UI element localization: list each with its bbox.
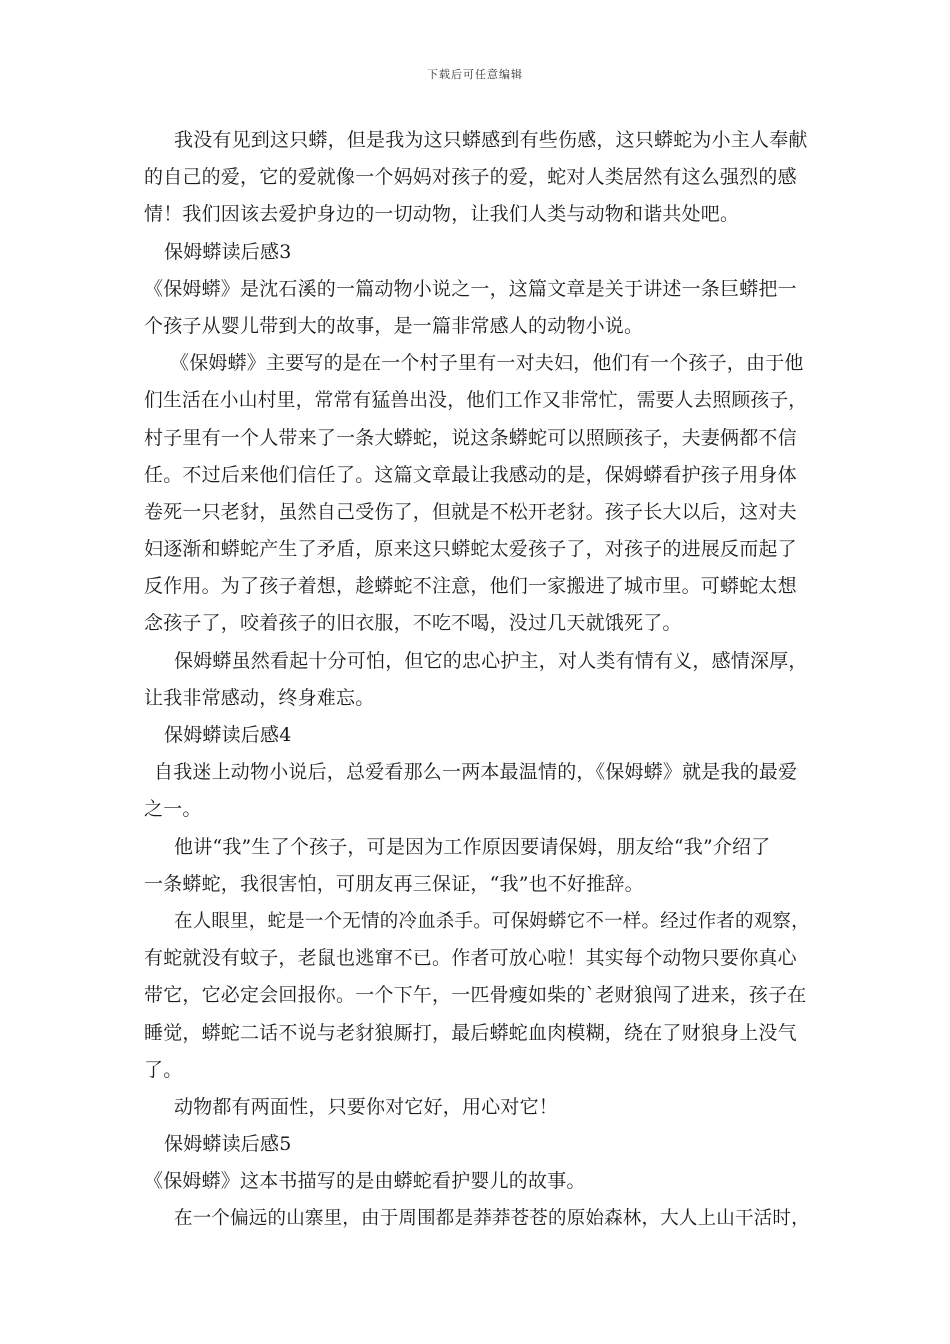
- text-line: 了。: [144, 1058, 183, 1081]
- text-line: 保姆蟒读后感3: [164, 240, 292, 263]
- text-line: 个孩子从婴儿带到大的故事，是一篇非常感人的动物小说。: [144, 314, 644, 337]
- text-line: 我没有见到这只蟒，但是我为这只蟒感到有些伤感，这只蟒蛇为小主人奉献: [174, 129, 808, 151]
- text-line: 他讲“我”生了个孩子，可是因为工作原因要请保姆，朋友给“我”介绍了: [174, 835, 771, 858]
- text-line: 一条蟒蛇，我很害怕，可朋友再三保证，“我”也不好推辞。: [144, 872, 644, 895]
- text-line: 村子里有一个人带来了一条大蟒蛇，说这条蟒蛇可以照顾孩子，夫妻俩都不信: [144, 426, 797, 449]
- text-line: 念孩子了，咬着孩子的旧衣服，不吃不喝，没过几天就饿死了。: [144, 612, 682, 635]
- text-line: 任。不过后来他们信任了。这篇文章最让我感动的是，保姆蟒看护孩子用身体: [144, 463, 797, 486]
- text-line: 《保姆蟒》是沈石溪的一篇动物小说之一，这篇文章是关于讲述一条巨蟒把一: [144, 277, 797, 300]
- text-line: 在一个偏远的山寨里，由于周围都是莽莽苍苍的原始森林，大人上山干活时，: [174, 1208, 810, 1230]
- text-line: 卷死一只老豺，虽然自己受伤了，但就是不松开老豺。孩子长大以后，这对夫: [144, 500, 797, 523]
- text-line: 睡觉，蟒蛇二话不说与老豺狼厮打，最后蟒蛇血肉模糊，绕在了财狼身上没气: [144, 1021, 797, 1044]
- text-line: 反作用。为了孩子着想，趁蟒蛇不注意，他们一家搬进了城市里。可蟒蛇太想: [144, 575, 797, 598]
- document-body: [144, 122, 812, 1238]
- text-line: 在人眼里，蛇是一个无情的冷血杀手。可保姆蟒它不一样。经过作者的观察，: [174, 910, 810, 932]
- page-header: 下载后可任意编辑: [427, 68, 523, 81]
- text-line: 的自己的爱，它的爱就像一个妈妈对孩子的爱，蛇对人类居然有这么强烈的感: [144, 166, 797, 189]
- text-line: 之一。: [144, 798, 202, 821]
- text-line: 让我非常感动，终身难忘。: [144, 686, 375, 709]
- text-line: 动物都有两面性，只要你对它好，用心对它！: [174, 1095, 559, 1118]
- text-line: 《保姆蟒》主要写的是在一个村子里有一对夫妇，他们有一个孩子，由于他: [170, 352, 804, 375]
- text-line: 《保姆蟒》这本书描写的是由蟒蛇看护婴儿的故事。: [144, 1170, 586, 1193]
- text-line: 们生活在小山村里，常常有猛兽出没，他们工作又非常忙，需要人去照顾孩子，: [144, 390, 808, 412]
- text-line: 带它，它必定会回报你。一个下午，一匹骨瘦如柴的`老财狼闯了进来，孩子在: [144, 984, 807, 1007]
- text-line: 保姆蟒读后感4: [164, 724, 292, 746]
- text-line: 保姆蟒读后感5: [164, 1133, 292, 1156]
- text-line: 情！我们因该去爱护身边的一切动物，让我们人类与动物和谐共处吧。: [144, 203, 740, 226]
- text-line: 有蛇就没有蚊子，老鼠也逃窜不已。作者可放心啦！其实每个动物只要你真心: [144, 947, 797, 970]
- text-line: 妇逐渐和蟒蛇产生了矛盾，原来这只蟒蛇太爱孩子了，对孩子的进展反而起了: [144, 538, 797, 561]
- text-line: 保姆蟒虽然看起十分可怕，但它的忠心护主，对人类有情有义，感情深厚，: [174, 649, 808, 672]
- text-line: 自我迷上动物小说后，总爱看那么一两本最温情的，《保姆蟒》就是我的最爱: [154, 761, 798, 784]
